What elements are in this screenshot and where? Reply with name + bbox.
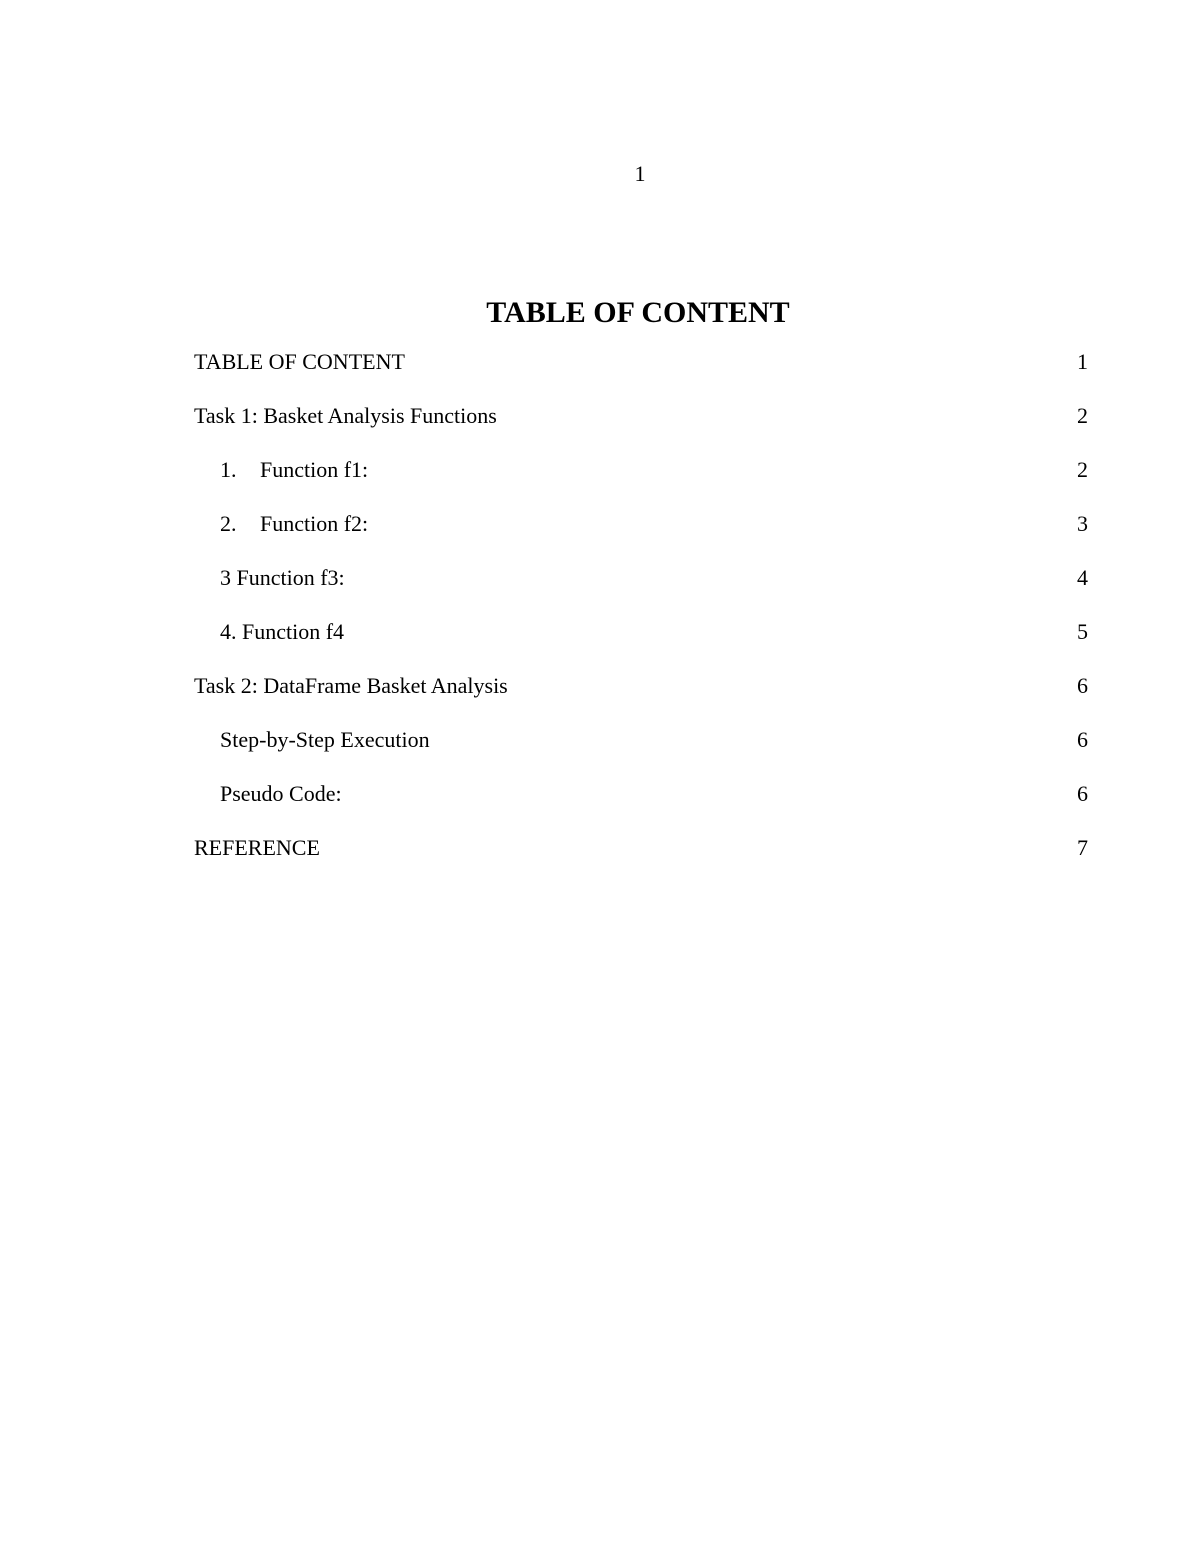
toc-entry-label: Task 1: Basket Analysis Functions (194, 403, 497, 428)
toc-entry-number: 2. (220, 511, 237, 536)
toc-entry-function-f1[interactable] (194, 454, 1088, 508)
toc-entry-page: 2 (1077, 457, 1088, 482)
toc-entry-page: 6 (1077, 673, 1088, 698)
toc-entry-page: 6 (1077, 727, 1088, 752)
page-number: 1 (634, 161, 646, 186)
toc-entry-table-of-content[interactable] (194, 346, 1088, 400)
toc-entry-page: 7 (1077, 835, 1088, 860)
toc-entry-function-f3[interactable] (194, 562, 1088, 616)
toc-entry-task-1[interactable] (194, 400, 1088, 454)
toc-entry-label: Function f2: (260, 511, 369, 536)
toc-entry-label: TABLE OF CONTENT (194, 349, 405, 374)
toc-entry-number: 1. (220, 457, 237, 482)
toc-entry-function-f2[interactable] (194, 508, 1088, 562)
toc-entry-label: 3 Function f3: (220, 565, 345, 590)
toc-entry-label: Task 2: DataFrame Basket Analysis (194, 673, 508, 698)
toc-entry-pseudo-code[interactable] (194, 778, 1088, 832)
toc-entry-page: 2 (1077, 403, 1088, 428)
toc-entry-label-group (220, 454, 368, 486)
toc-entry-function-f4[interactable] (194, 616, 1088, 670)
toc-entry-page: 6 (1077, 781, 1088, 806)
table-of-contents (194, 346, 1088, 886)
toc-entry-label: 4. Function f4 (220, 619, 345, 644)
toc-entry-page: 1 (1077, 349, 1088, 374)
toc-entry-label: REFERENCE (194, 835, 320, 860)
toc-entry-label-group (220, 508, 368, 540)
toc-entry-label: Function f1: (260, 457, 369, 482)
toc-entry-step-by-step[interactable] (194, 724, 1088, 778)
toc-entry-label: Step-by-Step Execution (220, 727, 430, 752)
toc-entry-page: 3 (1077, 511, 1088, 536)
toc-entry-page: 5 (1077, 619, 1088, 644)
toc-entry-label: Pseudo Code: (220, 781, 342, 806)
toc-entry-page: 4 (1077, 565, 1088, 590)
toc-entry-task-2[interactable] (194, 670, 1088, 724)
toc-entry-reference[interactable] (194, 832, 1088, 886)
toc-heading: TABLE OF CONTENT (486, 296, 790, 329)
